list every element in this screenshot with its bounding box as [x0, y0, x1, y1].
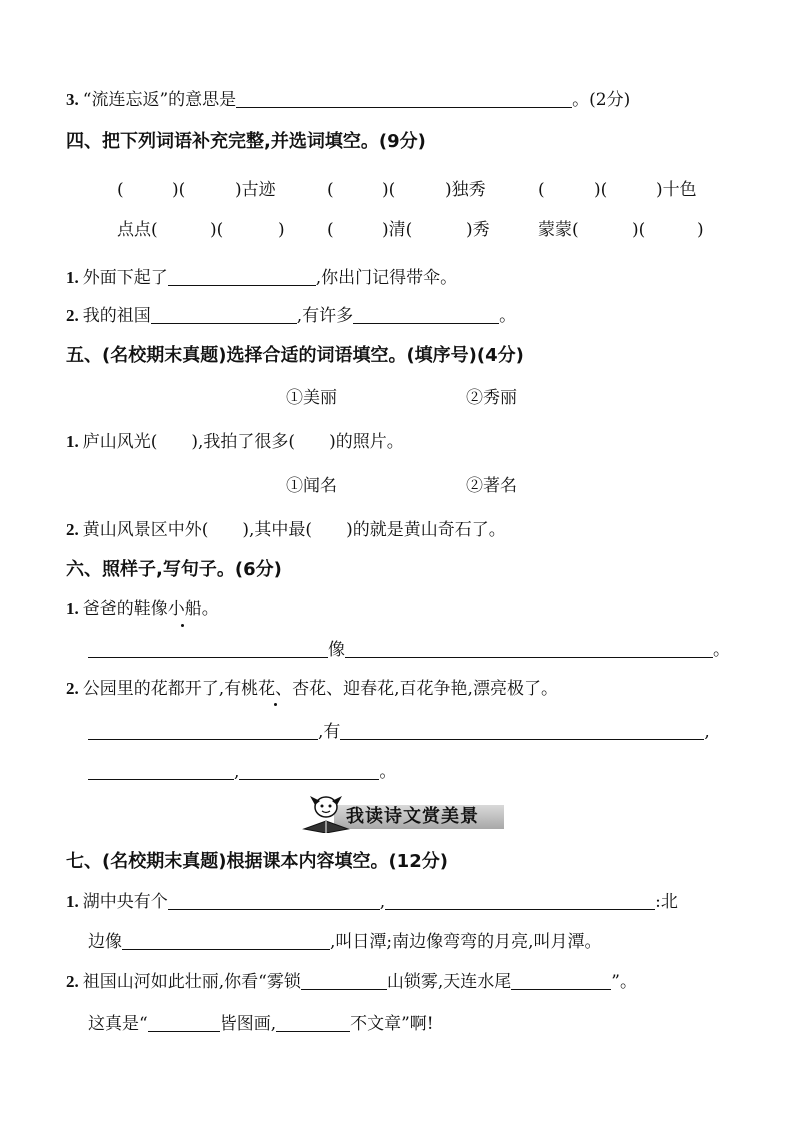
q3-line — [66, 88, 630, 112]
s5-q1-b: ),我拍了很多( — [191, 432, 296, 452]
s4-r1-p8: )( — [594, 180, 608, 200]
s5-q2-number: 2. — [66, 520, 79, 539]
s4-q2-blank-2[interactable] — [353, 305, 499, 324]
s6-q2-mid: ,有 — [318, 722, 341, 742]
s4-r2-p3: ) — [278, 220, 285, 240]
s6-q2-blank-3[interactable] — [88, 761, 234, 780]
s7-q1-blank-1[interactable] — [168, 891, 380, 910]
s4-r2-p6: )秀 — [466, 220, 490, 240]
s6-q1-text: 爸爸的鞋像小船。 — [82, 599, 219, 619]
s4-q2-blank-1[interactable] — [151, 305, 297, 324]
s4-r1-p1: ( — [117, 180, 124, 200]
s7-q1-d: 边像 — [88, 932, 122, 952]
s4-q1-post: ,你出门记得带伞。 — [315, 268, 458, 288]
s4-r2-p2: )( — [210, 220, 224, 240]
s6-q2-blank-4[interactable] — [239, 761, 379, 780]
s4-q2-pre: 我的祖国 — [82, 306, 151, 326]
s5-q2-a: 黄山风景区中外( — [82, 520, 209, 540]
s4-q1-blank[interactable] — [168, 267, 316, 286]
s4-r1-p9: )十色 — [656, 180, 697, 200]
s4-r2-p4: ( — [327, 220, 334, 240]
s7-q1-e: ,叫日潭;南边像弯弯的月亮,叫月潭。 — [330, 932, 602, 952]
s7-q1-c: :北 — [655, 892, 678, 912]
s6-q2-blank-1[interactable] — [88, 721, 318, 740]
banner-title: 我读诗文赏美景 — [346, 806, 479, 827]
s4-r2-p5: )清( — [382, 220, 413, 240]
s6-q1-example — [66, 597, 219, 621]
s4-r1-p7: ( — [538, 180, 545, 200]
s7-q2-f: 不文章”啊! — [350, 1014, 434, 1034]
s4-r2-p8: )( — [632, 220, 646, 240]
s4-r2-p9: ) — [697, 220, 704, 240]
s7-q2-blank-4[interactable] — [276, 1013, 350, 1032]
emphasis-dot-2 — [274, 703, 277, 706]
q3-answer-blank[interactable] — [236, 89, 572, 108]
s6-q2-blank-2[interactable] — [340, 721, 704, 740]
s6-q2-end2: 。 — [379, 762, 397, 782]
s7-q2-line-1 — [66, 970, 637, 994]
s7-q2-line-2 — [88, 1012, 434, 1036]
s7-q1-line-2 — [88, 930, 602, 954]
s7-q2-blank-1[interactable] — [301, 971, 387, 990]
s4-r2-p7: 蒙蒙( — [538, 220, 579, 240]
s7-q2-blank-3[interactable] — [148, 1013, 220, 1032]
s6-q2-sep: , — [234, 762, 240, 782]
s6-q1-blank-2[interactable] — [345, 639, 713, 658]
s7-q1-line-1 — [66, 890, 678, 914]
s4-r2-p1: 点点( — [117, 220, 158, 240]
q3-score: 。(2分) — [572, 90, 631, 110]
s7-q1-a: 湖中央有个 — [82, 892, 168, 912]
s6-q2-text: 公园里的花都开了,有桃花、杏花、迎春花,百花争艳,漂亮极了。 — [82, 679, 558, 699]
s4-r1-p4: ( — [327, 180, 334, 200]
s6-q1-answer-line — [88, 638, 730, 662]
q3-number: 3. — [66, 90, 79, 109]
s4-q1 — [66, 266, 457, 290]
s5-q1-number: 1. — [66, 432, 79, 451]
s7-q2-e: 皆图画, — [219, 1014, 277, 1034]
s4-r1-p3: )古迹 — [235, 180, 276, 200]
s7-q2-a: 祖国山河如此壮丽,你看“雾锁 — [82, 972, 301, 992]
s4-q1-pre: 外面下起了 — [82, 268, 168, 288]
s5-option-2b: ②著名 — [466, 476, 517, 496]
s6-q2-end: , — [704, 722, 710, 742]
s7-q1-blank-2[interactable] — [385, 891, 655, 910]
q3-text: “流连忘返”的意思是 — [82, 90, 237, 110]
s7-q2-b: 山锁雾,天连水尾 — [386, 972, 512, 992]
section-6-heading: 六、照样子,写句子。(6分) — [66, 559, 282, 580]
s6-q1-blank-1[interactable] — [88, 639, 328, 658]
s6-q1-end: 。 — [713, 640, 730, 660]
s6-q2-example — [66, 677, 558, 701]
s6-q2-number: 2. — [66, 679, 79, 698]
s6-q1-number: 1. — [66, 599, 79, 618]
s5-option-1b: ②秀丽 — [466, 388, 517, 408]
s7-q2-d: 这真是“ — [88, 1014, 148, 1034]
s4-q2-number: 2. — [66, 306, 79, 325]
s5-q1-a: 庐山风光( — [82, 432, 158, 452]
s5-q2-c: )的就是黄山奇石了。 — [346, 520, 506, 540]
s5-option-2a: ①闻名 — [286, 476, 337, 496]
s7-q2-c: ”。 — [611, 972, 637, 992]
s7-q1-blank-3[interactable] — [122, 931, 330, 950]
s7-q2-number: 2. — [66, 972, 79, 991]
s5-q1-c: )的照片。 — [329, 432, 404, 452]
s4-q2-mid: ,有许多 — [296, 306, 354, 326]
s6-q1-mid: 像 — [328, 640, 345, 660]
s5-q2-b: ),其中最( — [242, 520, 313, 540]
s4-q2 — [66, 304, 516, 328]
s4-r1-p6: )独秀 — [445, 180, 486, 200]
section-4-heading: 四、把下列词语补充完整,并选词填空。(9分) — [66, 131, 426, 152]
s4-q1-number: 1. — [66, 268, 79, 287]
s6-q2-answer-line-2 — [88, 760, 396, 784]
s7-q1-number: 1. — [66, 892, 79, 911]
s4-r1-p2: )( — [172, 180, 186, 200]
section-5-heading: 五、(名校期末真题)选择合适的词语填空。(填序号)(4分) — [66, 345, 524, 366]
s4-r1-p5: )( — [382, 180, 396, 200]
emphasis-dot-1 — [181, 624, 184, 627]
s5-q1 — [66, 430, 404, 454]
s5-option-1a: ①美丽 — [286, 388, 337, 408]
s6-q2-answer-line-1 — [88, 720, 710, 744]
s7-q2-blank-2[interactable] — [511, 971, 611, 990]
section-banner — [296, 793, 508, 833]
s4-q2-post: 。 — [499, 306, 517, 326]
section-7-heading: 七、(名校期末真题)根据课本内容填空。(12分) — [66, 851, 448, 872]
s7-q1-b: , — [379, 892, 386, 912]
s5-q2 — [66, 518, 506, 542]
